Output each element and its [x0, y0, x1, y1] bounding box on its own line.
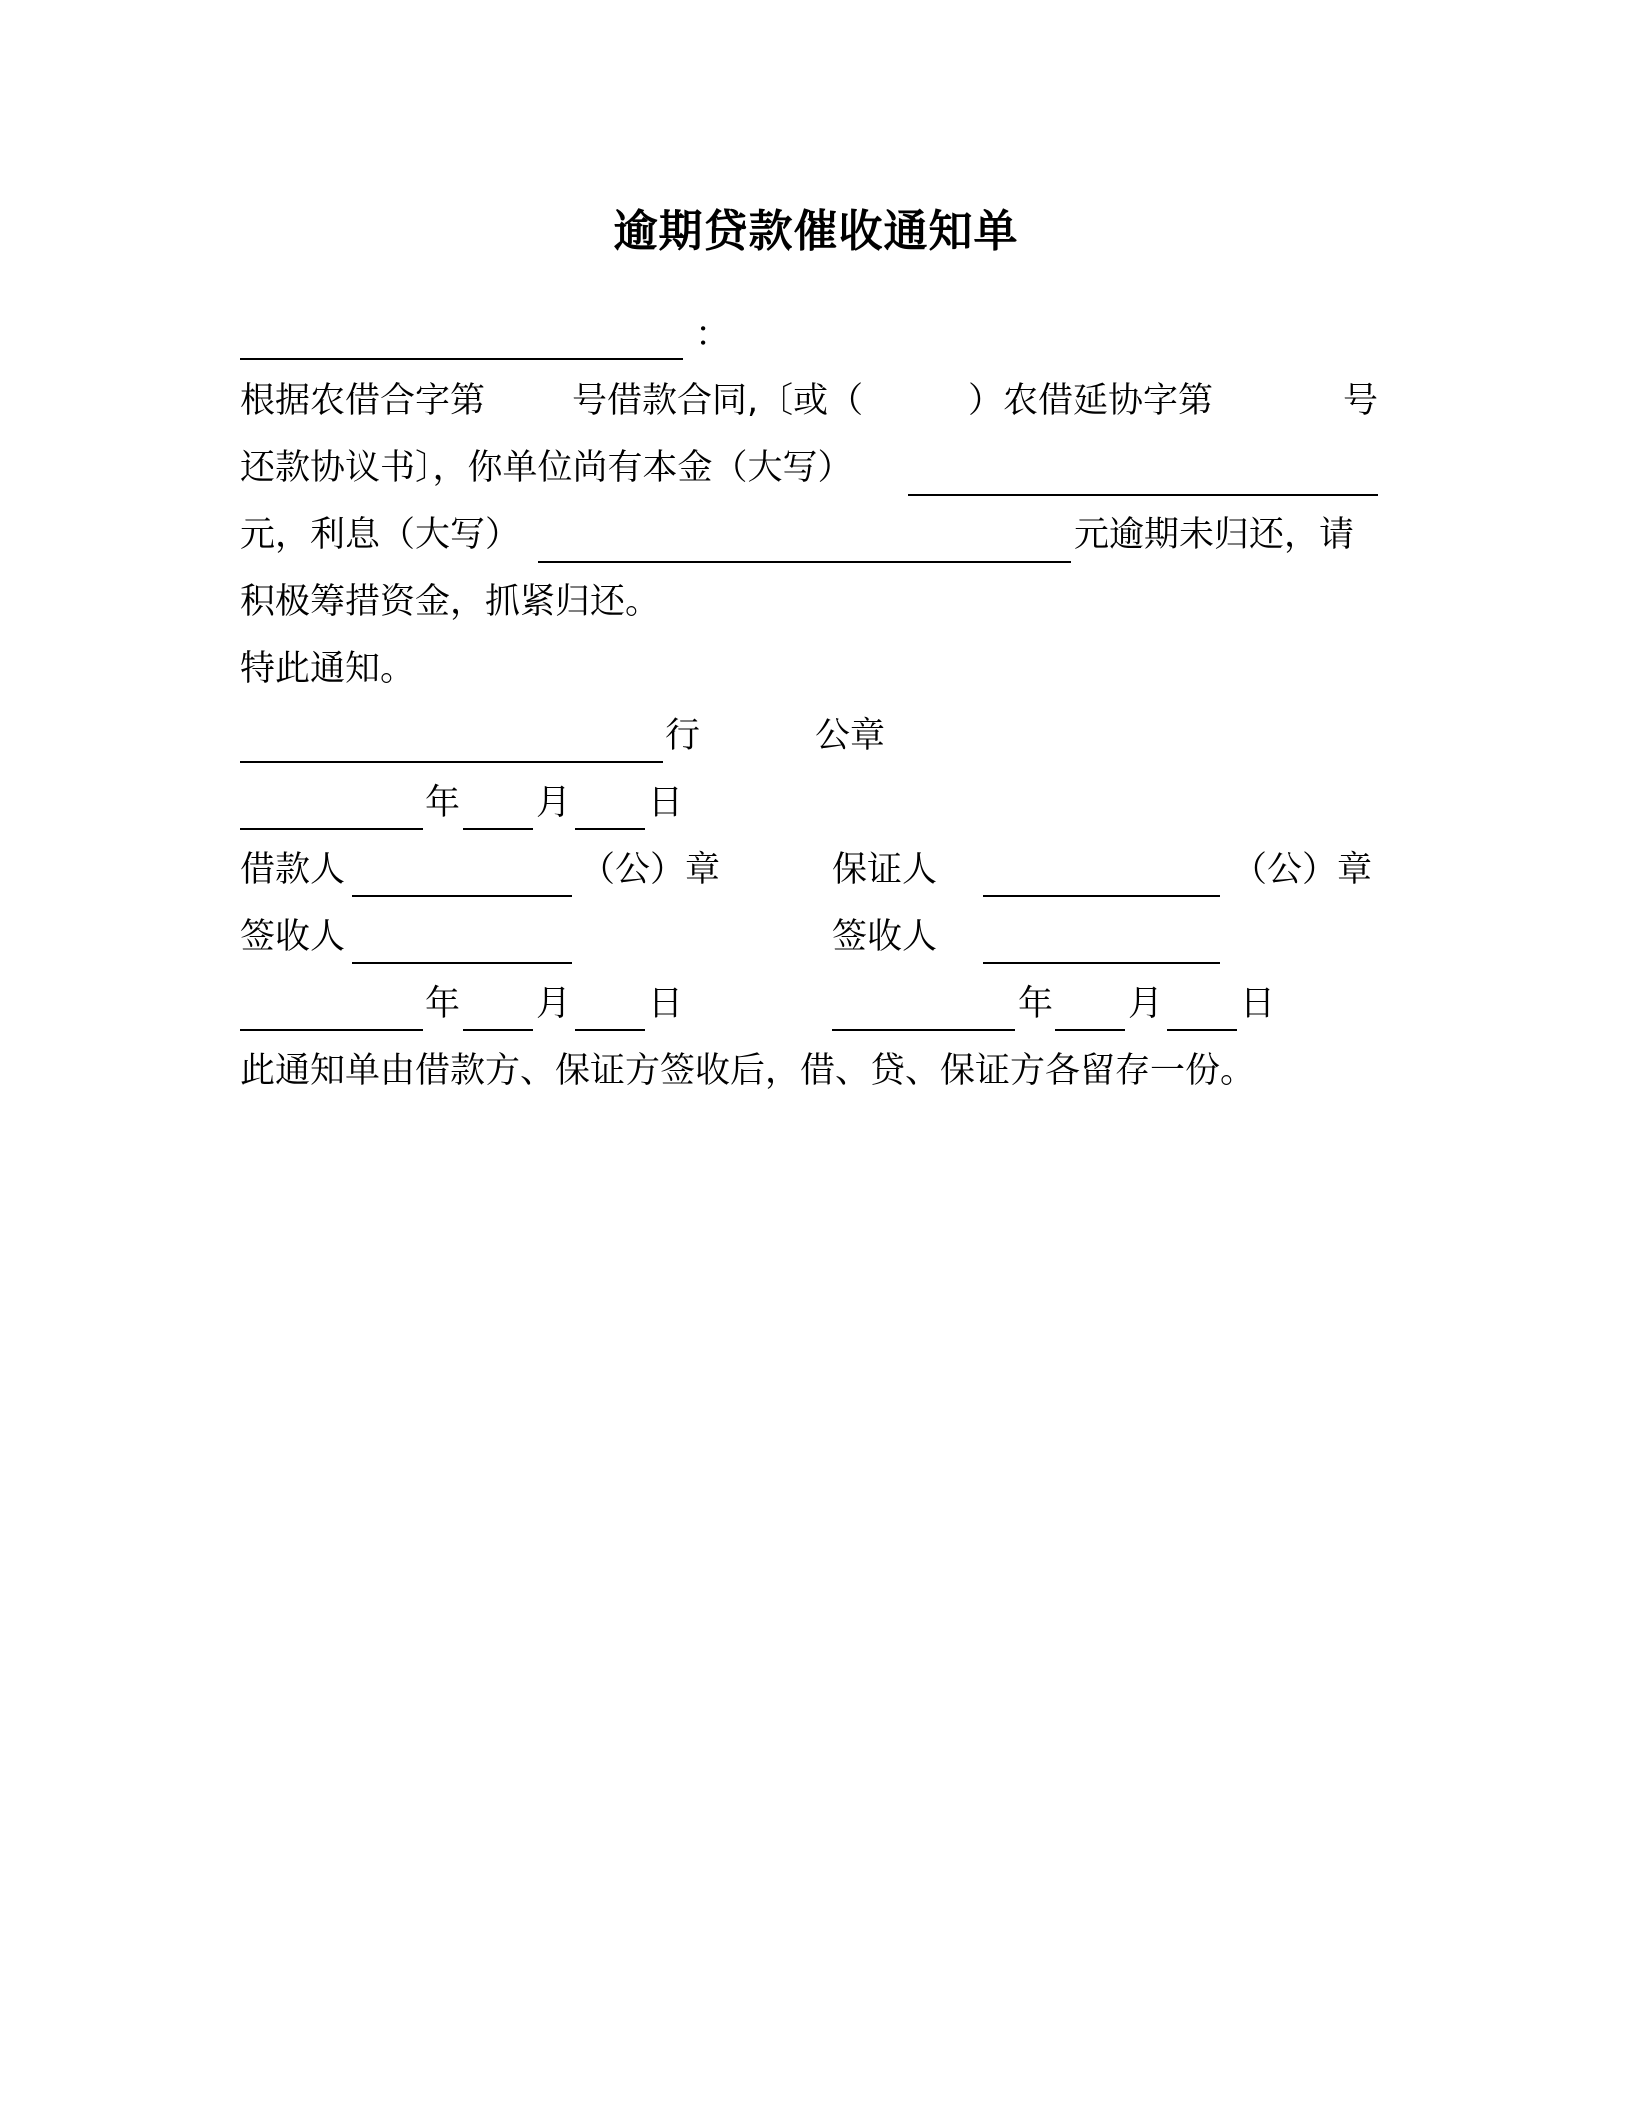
borrower-blank[interactable]	[352, 895, 572, 897]
guarantor-label: 保证人	[832, 850, 938, 890]
addressee-colon: ：	[695, 315, 731, 355]
para-line1-c: ）农借延协字第	[968, 381, 1214, 421]
borrower-seal-label: （公）章	[580, 850, 721, 890]
document-title: 逾期贷款催收通知单	[613, 206, 1019, 257]
para-line1-a: 根据农借合字第	[240, 381, 486, 421]
bank-name-blank[interactable]	[240, 761, 663, 763]
guarantor-blank[interactable]	[983, 895, 1220, 897]
closing-text: 特此通知。	[240, 649, 416, 689]
bank-day-blank[interactable]	[575, 828, 645, 830]
para-line2-a: 还款协议书〕，你单位尚有本金（大写）	[240, 448, 853, 488]
borrower-month-blank[interactable]	[463, 1029, 533, 1031]
borrower-signer-label: 签收人	[240, 917, 346, 957]
guarantor-day-label: 日	[1240, 984, 1276, 1024]
guarantor-day-blank[interactable]	[1167, 1029, 1237, 1031]
addressee-blank[interactable]	[240, 358, 683, 360]
interest-blank[interactable]	[538, 561, 1071, 563]
guarantor-signer-label: 签收人	[832, 917, 938, 957]
guarantor-month-blank[interactable]	[1055, 1029, 1125, 1031]
borrower-label: 借款人	[240, 850, 346, 890]
footnote-text: 此通知单由借款方、保证方签收后，借、贷、保证方各留存一份。	[240, 1051, 1256, 1091]
para-line4-a: 积极筹措资金，抓紧归还。	[240, 582, 661, 622]
borrower-day-blank[interactable]	[575, 1029, 645, 1031]
bank-month-label: 月	[536, 783, 572, 823]
bank-year-label: 年	[425, 783, 461, 823]
bank-year-blank[interactable]	[240, 828, 423, 830]
guarantor-year-blank[interactable]	[832, 1029, 1015, 1031]
bank-seal-label: 公章	[815, 716, 886, 756]
bank-suffix: 行	[665, 716, 701, 756]
guarantor-year-label: 年	[1018, 984, 1054, 1024]
para-line3-b: 元逾期未归还，请	[1074, 515, 1355, 555]
para-line1-b: 号借款合同,〔或（	[572, 381, 864, 421]
borrower-signer-blank[interactable]	[352, 962, 572, 964]
borrower-year-label: 年	[425, 984, 461, 1024]
bank-month-blank[interactable]	[463, 828, 533, 830]
guarantor-month-label: 月	[1128, 984, 1164, 1024]
borrower-year-blank[interactable]	[240, 1029, 423, 1031]
para-line3-a: 元，利息（大写）	[240, 515, 521, 555]
guarantor-seal-label: （公）章	[1232, 850, 1373, 890]
borrower-day-label: 日	[648, 984, 684, 1024]
borrower-month-label: 月	[536, 984, 572, 1024]
principal-blank[interactable]	[908, 494, 1378, 496]
bank-day-label: 日	[648, 783, 684, 823]
para-line1-d: 号	[1343, 381, 1379, 421]
guarantor-signer-blank[interactable]	[983, 962, 1220, 964]
